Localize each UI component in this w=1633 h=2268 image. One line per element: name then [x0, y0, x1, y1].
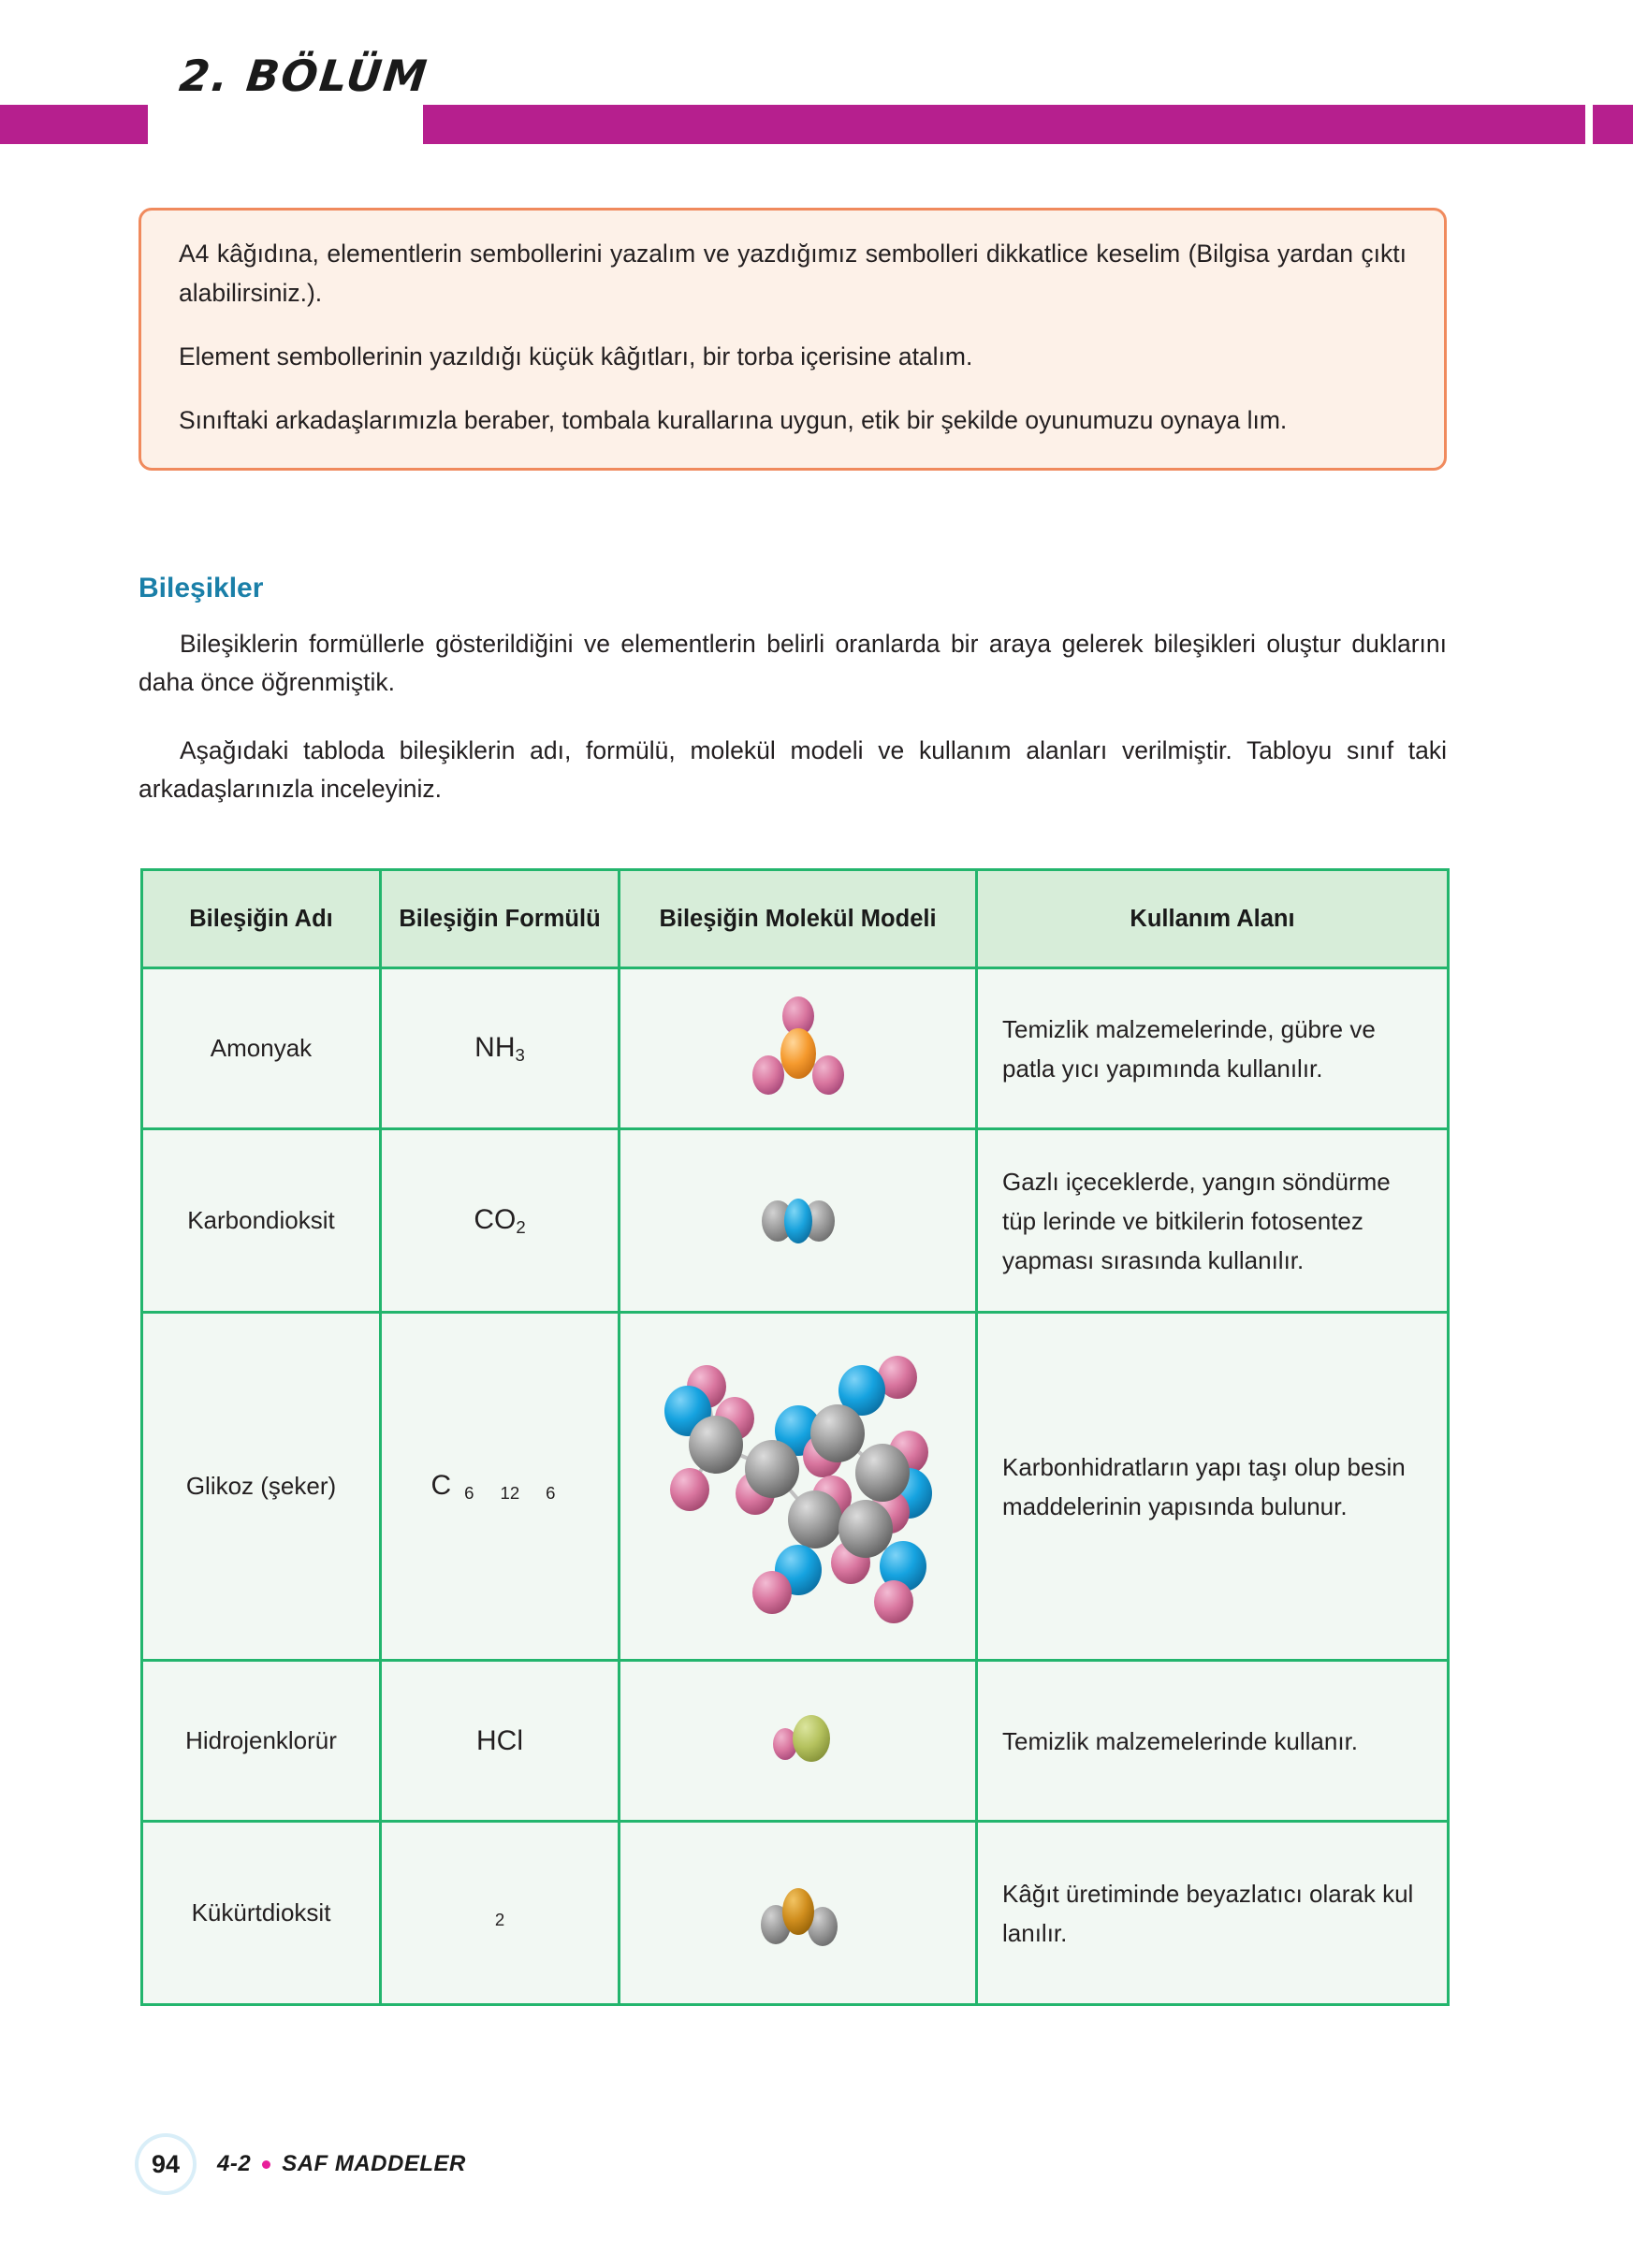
header-bar-middle-segment — [423, 105, 1585, 144]
section-heading-bilesikler: Bileşikler — [139, 573, 264, 603]
chapter-title: 2. BÖLÜM — [177, 51, 431, 101]
table-row — [142, 1822, 1449, 2005]
header-bar-left-segment — [0, 105, 148, 144]
section-paragraph-1-text: Bileşiklerin formüllerle gösterildiğini ve elementlerin belirli oranlarda bir araya gelerek bileşikleri oluştur duklarını daha önce öğrenmiştik. — [139, 630, 1447, 697]
usage-area-cell: Temizlik malzemelerinde kullanır. — [977, 1661, 1449, 1822]
compound-name-cell: Kükürtdioksit — [142, 1822, 381, 2005]
compound-name-cell: Amonyak — [142, 968, 381, 1129]
chapter-header — [0, 51, 1633, 144]
molecule-model-cell — [620, 1822, 977, 2005]
formula-base: C — [430, 1469, 452, 1501]
compound-formula-cell — [381, 968, 620, 1129]
molecule-model-cell — [620, 968, 977, 1129]
activity-paragraph-3: Sınıftaki arkadaşlarımızla beraber, tombala kurallarına uygun, etik bir şekilde oyunumuzu oynaya lım. — [179, 405, 1288, 434]
usage-area-cell: Karbonhidratların yapı taşı olup besin maddelerinin yapısında bulunur. — [977, 1313, 1449, 1661]
header-bar-right-segment — [1593, 105, 1633, 144]
formula-subscript: 3 — [515, 1044, 525, 1065]
formula-base: CO — [474, 1203, 517, 1235]
column-header-usage-area: Kullanım Alanı — [977, 870, 1449, 968]
compound-name-cell: Hidrojenklorür — [142, 1661, 381, 1822]
compound-formula-cell — [381, 1129, 620, 1313]
ammonia-molecule-model — [723, 988, 873, 1110]
table-row — [142, 1313, 1449, 1661]
formula-subscript: 2 — [494, 1909, 505, 1929]
hydrogen-chloride-molecule-model — [723, 1699, 873, 1783]
molecule-model-cell — [620, 1129, 977, 1313]
section-paragraph-2 — [139, 732, 1447, 809]
compounds-table — [140, 868, 1450, 2006]
formula-subscript-3: 6 — [546, 1482, 556, 1503]
compound-name-cell: Karbondioksit — [142, 1129, 381, 1313]
page-footer — [139, 2137, 466, 2191]
table-row — [142, 1661, 1449, 1822]
footer-unit-label — [217, 2151, 466, 2177]
activity-instruction-box — [139, 208, 1447, 471]
carbon-dioxide-molecule-model — [723, 1179, 873, 1263]
molecule-model-cell — [620, 1661, 977, 1822]
section-paragraph-2-text: Aşağıdaki tabloda bileşiklerin adı, formülü, molekül modeli ve kullanım alanları verilmiştir. Tabloyu sınıf taki arkadaşlarınızla inceleyiniz. — [139, 736, 1447, 804]
footer-unit-code: 4-2 — [217, 2151, 252, 2176]
usage-area-cell: Gazlı içeceklerde, yangın söndürme tüp lerinde ve bitkilerin fotosentez yapması sırasında kullanılır. — [977, 1129, 1449, 1313]
table-header-row — [142, 870, 1449, 968]
table-row — [142, 968, 1449, 1129]
table-row — [142, 1129, 1449, 1313]
activity-paragraph-2: Element sembollerinin yazıldığı küçük kâğıtları, bir torba içerisine atalım. — [179, 342, 973, 371]
formula-base: HCl — [476, 1724, 523, 1756]
usage-area-cell: Kâğıt üretiminde beyazlatıcı olarak kul lanılır. — [977, 1822, 1449, 2005]
section-paragraph-1 — [139, 625, 1447, 703]
usage-area-cell: Temizlik malzemelerinde, gübre ve patla yıcı yapımında kullanılır. — [977, 968, 1449, 1129]
formula-subscript: 6 — [464, 1482, 474, 1503]
sulfur-dioxide-molecule-model — [723, 1867, 873, 1960]
formula-subscript-2: 12 — [500, 1482, 520, 1503]
footer-unit-title: SAF MADDELER — [282, 2151, 466, 2176]
compound-formula-cell — [381, 1313, 620, 1661]
column-header-compound-name: Bileşiğin Adı — [142, 870, 381, 968]
page-number-badge: 94 — [139, 2137, 193, 2191]
glucose-molecule-model — [658, 1332, 939, 1641]
formula-base: NH — [474, 1031, 516, 1063]
activity-paragraph-1: A4 kâğıdına, elementlerin sembollerini yazalım ve yazdığımız sembolleri dikkatlice keselim (Bilgisa yardan çıktı alabilirsiniz.). — [179, 240, 1407, 307]
column-header-compound-formula: Bileşiğin Formülü — [381, 870, 620, 968]
compound-formula-cell — [381, 1661, 620, 1822]
formula-subscript: 2 — [516, 1216, 526, 1237]
footer-separator-dot — [262, 2160, 270, 2169]
column-header-molecule-model: Bileşiğin Molekül Modeli — [620, 870, 977, 968]
compound-formula-cell — [381, 1822, 620, 2005]
molecule-model-cell — [620, 1313, 977, 1661]
compound-name-cell: Glikoz (şeker) — [142, 1313, 381, 1661]
